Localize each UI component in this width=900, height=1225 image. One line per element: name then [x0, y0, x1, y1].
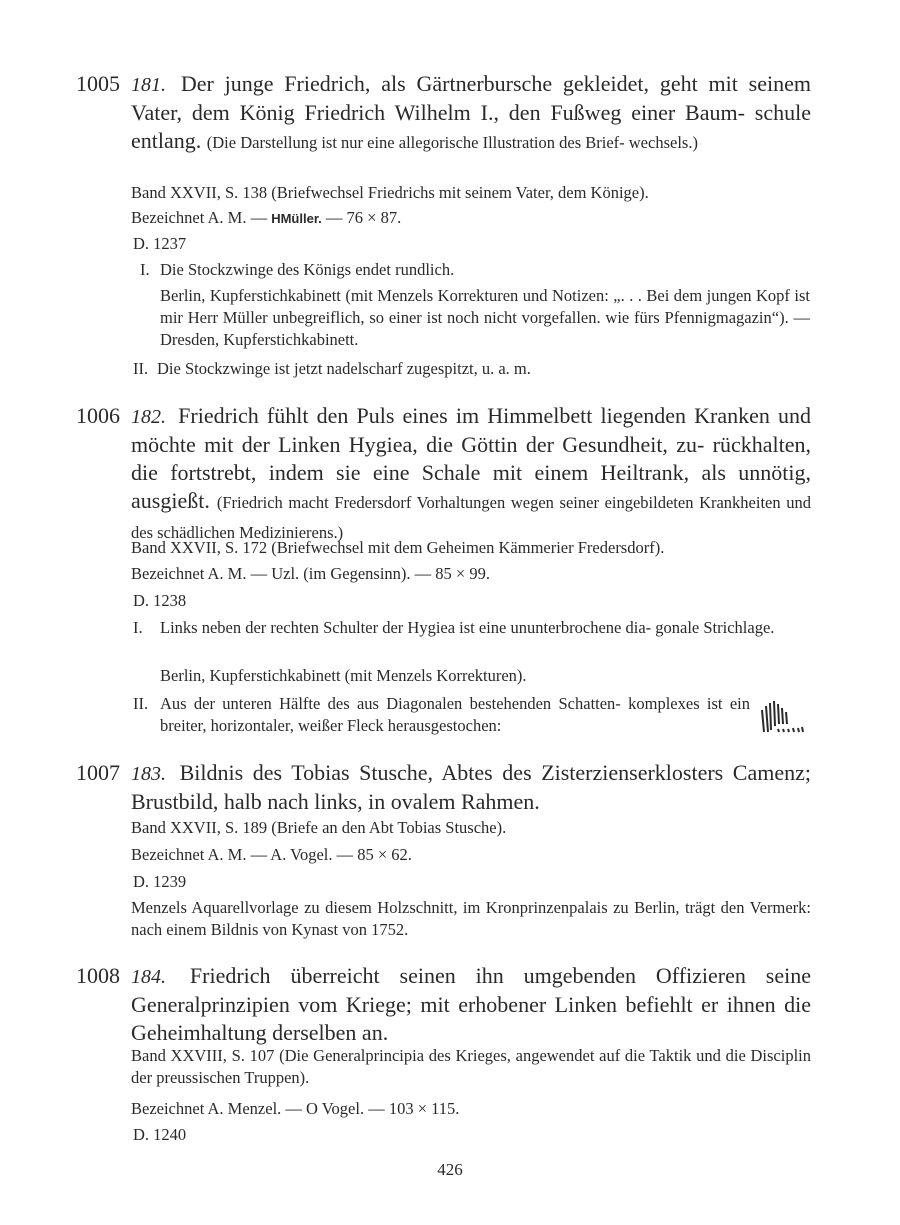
- entry-title: [131, 962, 811, 1047]
- hatching-sample-icon: [758, 698, 808, 738]
- engraver-mark: HMüller.: [271, 211, 322, 226]
- state-text: Berlin, Kupferstichkabinett (mit Menzels Korrekturen).: [160, 666, 527, 685]
- plate-number: 183.: [131, 763, 166, 785]
- entry-number: 1006: [76, 403, 120, 428]
- entry-title: [131, 402, 811, 547]
- entry-title: [131, 759, 811, 816]
- d-number: D. 1239: [133, 872, 187, 891]
- title-text: Der junge Friedrich, als Gärtnerbursche gekleidet, geht mit seinem Vater, dem König Friedrich Wilhelm I., den Fußweg einer Baum- schule entlang.: [131, 71, 811, 153]
- title-note: (Die Darstellung ist nur eine allegorische Illustration des Brief- wechsels.): [206, 133, 698, 152]
- remark-text: Menzels Aquarellvorlage zu diesem Holzschnitt, im Kronprinzenpalais zu Berlin, trägt den Vermerk: nach einem Bildnis von Kynast von 1752.: [131, 898, 811, 939]
- band-reference: Band XXVIII, S. 107 (Die Generalprincipia des Krieges, angewendet auf die Taktik und die Disciplin der preussischen Truppen).: [131, 1046, 811, 1087]
- state-text: Aus der unteren Hälfte des aus Diagonalen bestehenden Schatten- komplexes ist ein breiter, horizontaler, weißer Fleck herausgestochen:: [160, 694, 750, 735]
- state-text: Die Stockzwinge des Königs endet rundlich.: [160, 260, 455, 279]
- d-number: D. 1240: [133, 1125, 187, 1144]
- signature-line: [131, 207, 811, 230]
- signature-line: Bezeichnet A. M. — A. Vogel. — 85 × 62.: [131, 845, 412, 864]
- signed-prefix: Bezeichnet A. M. —: [131, 208, 268, 227]
- signature-line: Bezeichnet A. Menzel. — O Vogel. — 103 × 115.: [131, 1099, 460, 1118]
- plate-number: 184.: [131, 966, 166, 988]
- d-number: D. 1237: [133, 234, 187, 253]
- title-text: Friedrich überreicht seinen ihn umgebenden Offizieren seine Generalprinzipien vom Kriege; mit erhobener Linken befiehlt er ihnen die Geheimhaltung derselben an.: [131, 963, 812, 1045]
- state-label: I.: [140, 260, 150, 279]
- title-note: (Friedrich macht Fredersdorf Vorhaltungen wegen seiner eingebildeten Krankheiten und des schädlichen Medizinierens.): [131, 493, 811, 542]
- entry-number: 1007: [76, 760, 120, 785]
- band-reference: Band XXVII, S. 138 (Briefwechsel Friedrichs mit seinem Vater, dem Könige).: [131, 183, 649, 202]
- band-reference: Band XXVII, S. 189 (Briefe an den Abt Tobias Stusche).: [131, 818, 507, 837]
- entry-number: 1008: [76, 963, 120, 988]
- state-label: II.: [133, 359, 149, 378]
- title-text: Bildnis des Tobias Stusche, Abtes des Zisterzienserklosters Camenz; Brustbild, halb nach links, in ovalem Rahmen.: [131, 760, 812, 814]
- d-number: D. 1238: [133, 591, 187, 610]
- state-text: Die Stockzwinge ist jetzt nadelscharf zugespitzt, u. a. m.: [157, 359, 531, 378]
- band-reference: Band XXVII, S. 172 (Briefwechsel mit dem Geheimen Kämmerier Fredersdorf).: [131, 538, 665, 557]
- plate-number: 182.: [131, 406, 166, 428]
- state-text: Berlin, Kupferstichkabinett (mit Menzels Korrekturen und Notizen: „. . . Bei dem jungen Kopf ist mir Herr Müller unbegreiflich, so einer ist noch nicht vorgefallen. wie fürs Pfennigmagazin“). — Dresden, Kupferstichkabinett.: [160, 286, 810, 349]
- page-number: 426: [437, 1160, 463, 1179]
- title-text: Friedrich fühlt den Puls eines im Himmelbett liegenden Kranken und möchte mit der Linken Hygiea, die Göttin der Gesundheit, zu- rückhalten, die fortstrebt, indem sie eine Schale mit einem Heiltrank, als unnötig, ausgießt.: [131, 403, 811, 513]
- signature-line: Bezeichnet A. M. — Uzl. (im Gegensinn). — 85 × 99.: [131, 564, 490, 583]
- state-label: I.: [133, 618, 143, 637]
- plate-number: 181.: [131, 74, 166, 96]
- state-label: II.: [133, 694, 149, 713]
- state-text: Links neben der rechten Schulter der Hygiea ist eine ununterbrochene dia- gonale Strichlage.: [160, 618, 775, 637]
- entry-title: [131, 70, 811, 157]
- entry-number: 1005: [76, 71, 120, 96]
- signed-suffix: — 76 × 87.: [325, 208, 402, 227]
